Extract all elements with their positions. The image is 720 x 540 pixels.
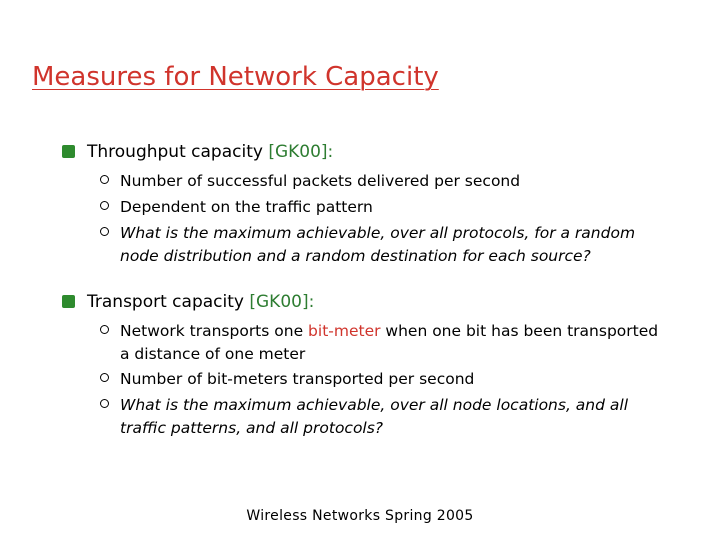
circle-bullet-icon <box>100 320 120 366</box>
item-text: Number of successful packets delivered per second <box>120 172 521 190</box>
list-item <box>100 394 660 440</box>
item-text <box>120 320 660 366</box>
circle-bullet-icon <box>100 222 120 268</box>
circle-bullet-icon <box>100 394 120 440</box>
item-text: Dependent on the traffic pattern <box>120 198 373 216</box>
item-text: What is the maximum achievable, over all node locations, and all traffic patterns, and all protocols? <box>120 396 629 437</box>
circle-bullet-icon <box>100 368 120 391</box>
item-text-after: when one bit has been transported a distance of one meter <box>120 322 659 363</box>
item-text: Number of bit-meters transported per second <box>120 370 475 388</box>
circle-bullet-icon <box>100 170 120 193</box>
item-text: What is the maximum achievable, over all protocols, for a random node distribution and a random destination for each source? <box>120 224 636 265</box>
slide-footer: Wireless Networks Spring 2005 <box>246 508 474 524</box>
list-item <box>100 320 660 366</box>
section-heading: Transport capacity <box>87 292 244 312</box>
list-item <box>100 368 660 391</box>
citation: [GK00]: <box>268 142 334 162</box>
list-item <box>100 196 660 219</box>
circle-bullet-icon <box>100 196 120 219</box>
square-bullet-icon <box>62 295 75 308</box>
citation: [GK00]: <box>249 292 315 312</box>
section-heading: Throughput capacity <box>87 142 263 162</box>
square-bullet-icon <box>62 145 75 158</box>
section-throughput <box>62 142 333 162</box>
section-transport <box>62 292 314 312</box>
highlight-term: bit-meter <box>308 322 381 340</box>
list-item <box>100 170 660 193</box>
slide-title: Measures for Network Capacity <box>32 62 439 92</box>
list-item <box>100 222 660 268</box>
item-text-before: Network transports one <box>120 322 309 340</box>
